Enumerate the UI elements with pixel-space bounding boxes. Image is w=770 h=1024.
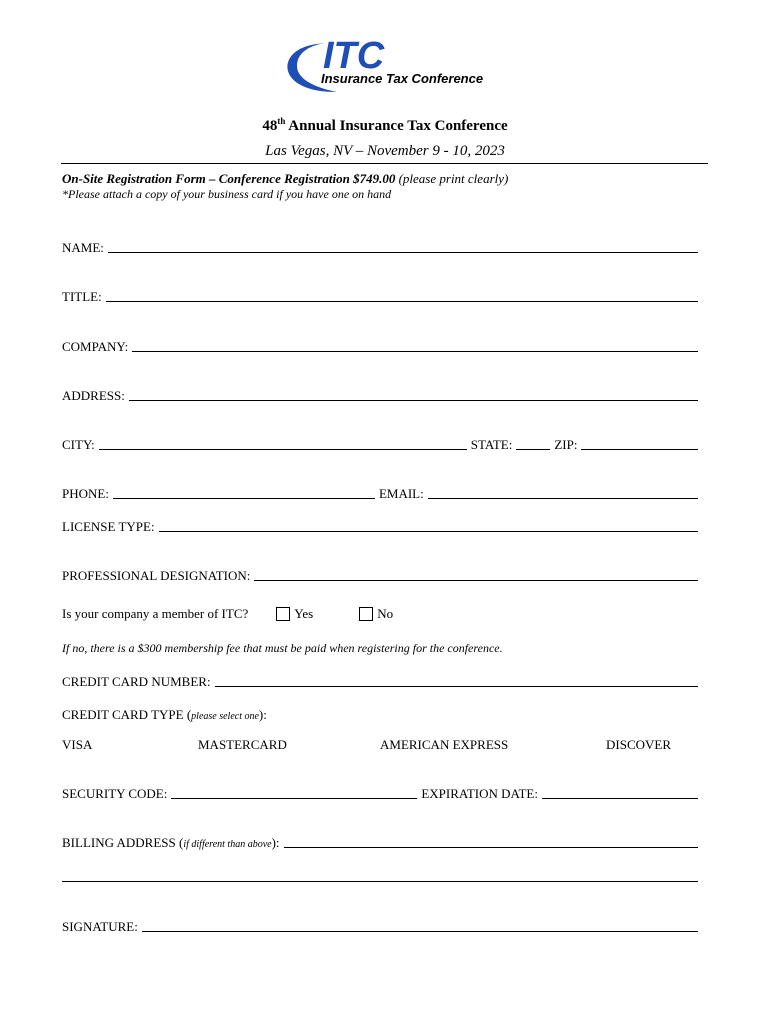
city-state-zip-row [62, 435, 698, 453]
state-field[interactable] [516, 449, 550, 450]
phone-email-row [62, 484, 698, 502]
billing-address-field[interactable] [284, 847, 698, 848]
company-row [62, 337, 698, 355]
conference-title: 48th Annual Insurance Tax Conference [262, 116, 508, 134]
license-type-row [62, 517, 698, 535]
billing-address-row [62, 833, 698, 851]
email-label: EMAIL: [378, 486, 424, 501]
billing-address-line-2[interactable] [62, 881, 698, 882]
form-heading: On-Site Registration Form – Conference Registration $749.00 (please print clearly) [62, 171, 509, 186]
member-no-label: No [377, 606, 394, 621]
phone-label: PHONE: [62, 486, 109, 501]
company-label: COMPANY: [62, 339, 129, 354]
name-field[interactable] [108, 252, 698, 253]
card-american-express[interactable]: AMERICAN EXPRESS [380, 737, 509, 752]
title-row [62, 287, 698, 305]
member-question-label: Is your company a member of ITC? [62, 606, 249, 621]
zip-field[interactable] [581, 449, 698, 450]
license-type-field[interactable] [159, 531, 698, 532]
title-field[interactable] [106, 301, 698, 302]
security-expiration-row [62, 784, 698, 802]
name-row [62, 238, 698, 256]
cc-number-field[interactable] [215, 686, 698, 687]
itc-logo-graphic [277, 34, 492, 94]
conference-subtitle: Las Vegas, NV – November 9 - 10, 2023 [265, 143, 505, 159]
city-field[interactable] [99, 449, 467, 450]
card-mastercard[interactable]: MASTERCARD [198, 737, 287, 752]
card-visa[interactable]: VISA [62, 737, 93, 752]
signature-row [62, 917, 698, 935]
email-field[interactable] [428, 498, 698, 499]
attach-card-note: *Please attach a copy of your business card if you have one on hand [62, 187, 392, 201]
expiration-date-label: EXPIRATION DATE: [421, 786, 538, 801]
logo-letters: ITC [323, 35, 385, 77]
logo-tagline: Insurance Tax Conference [321, 71, 484, 86]
title-label: TITLE: [62, 289, 102, 304]
designation-row [62, 566, 698, 584]
city-label: CITY: [62, 437, 95, 452]
expiration-date-field[interactable] [542, 798, 698, 799]
card-discover[interactable]: DISCOVER [606, 737, 672, 752]
address-label: ADDRESS: [62, 388, 125, 403]
member-no-checkbox[interactable] [359, 607, 373, 621]
billing-address-label: BILLING ADDRESS (if different than above): [62, 835, 280, 850]
state-label: STATE: [470, 437, 513, 452]
license-type-label: LICENSE TYPE: [62, 519, 155, 534]
member-no-option[interactable] [359, 606, 393, 622]
security-code-label: SECURITY CODE: [62, 786, 168, 801]
member-question-row [62, 605, 698, 623]
name-label: NAME: [62, 240, 104, 255]
signature-field[interactable] [142, 931, 698, 932]
designation-field[interactable] [254, 580, 698, 581]
zip-label: ZIP: [554, 437, 578, 452]
member-yes-checkbox[interactable] [276, 607, 290, 621]
membership-note: If no, there is a $300 membership fee that must be paid when registering for the conference. [62, 641, 503, 655]
designation-label: PROFESSIONAL DESIGNATION: [62, 568, 251, 583]
member-yes-label: Yes [294, 606, 314, 621]
cc-number-label: CREDIT CARD NUMBER: [62, 674, 211, 689]
cc-number-row [62, 672, 698, 690]
company-field[interactable] [132, 351, 698, 352]
cc-type-label: CREDIT CARD TYPE (please select one): [62, 707, 267, 722]
header-divider [61, 163, 708, 164]
security-code-field[interactable] [171, 798, 417, 799]
address-field[interactable] [129, 400, 698, 401]
itc-logo [277, 34, 492, 94]
signature-label: SIGNATURE: [62, 919, 138, 934]
member-yes-option[interactable] [276, 606, 313, 622]
address-row [62, 386, 698, 404]
phone-field[interactable] [113, 498, 375, 499]
cc-type-row [62, 705, 698, 723]
